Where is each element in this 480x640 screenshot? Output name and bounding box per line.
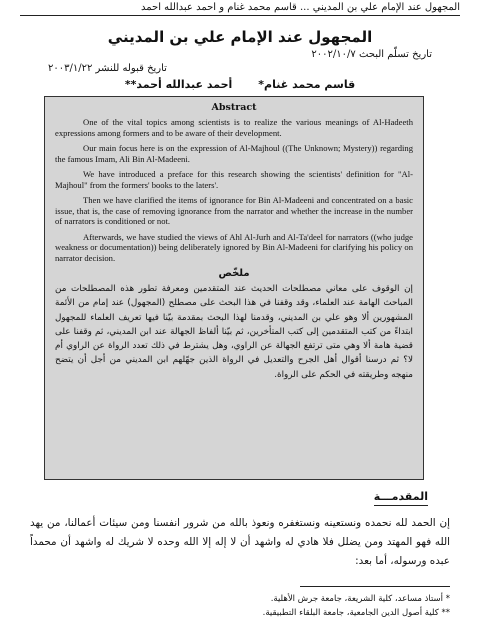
arabic-abstract-text: إن الوقوف على معاني مصطلحات الحديث عند المتقدمين ومعرفة تطور هذه المصطلحات من المباحث الهامة عند العلماء، وقد وقفنا في هذا البحث على مصطلح (المجهول) عند إمام من الأئمة المشهورين ألا وهو علي بن المديني، وقدمنا لهذا البحث بمقدمة بيّنا فيها تعريف العلماء للمجهول ابتداءً من كتب المتقدمين إلى كتب المتأخرين، ثم بيّنا ألفاظ الجهالة عند ابن المديني، ثم وقفنا على قضية هامة ألا وهي متى ترتفع الجهالة عن الراوي، وهل يشترط في ذلك تعدد الرواة عن الراوي أم لا؟ ثم درسنا أقوال أهل الجرح والتعديل في الرواة الذين جهّلهم ابن المديني من أجل أن يتضح منهجه وطريقته في الحكم على الرواة.: [55, 284, 413, 380]
dates-block: [48, 48, 432, 76]
author-1: قاسم محمد غنام*: [258, 78, 356, 91]
intro-heading: المقدمـــة: [373, 490, 428, 503]
footnotes: [30, 592, 450, 620]
abstract-paragraph: We have introduced a preface for this research showing the scientists' definition for "Al-Majhoul" from the formers' books to the laters'.: [55, 169, 413, 190]
running-head: المجهول عند الإمام علي بن المديني ... قاسم محمد غنام و أحمد عبدالله أحمد: [141, 2, 460, 13]
abstract-heading: Abstract: [211, 102, 257, 113]
authors: [60, 78, 420, 91]
footnote-2: ** كلية أصول الدين الجامعية، جامعة البلقاء التطبيقية.: [262, 608, 450, 618]
abstract-box: [44, 96, 424, 480]
footnote-rule: [300, 586, 450, 587]
accepted-date: تاريخ قبوله للنشر ٢٠٠٣/١/٢٢: [48, 63, 167, 74]
author-2: أحمد عبدالله أحمد**: [124, 78, 233, 91]
abstract-paragraph: Then we have clarified the items of ignorance for Bin Al-Madeeni and concentrated on a basic issue, that is, the case of removing ignorance from the narrator and whether the increase in the number of narrators is conditioned or not.: [55, 195, 413, 226]
arabic-abstract-heading: ملخّص: [218, 268, 250, 279]
intro-underline: [374, 505, 428, 506]
footnote-1: * أستاذ مساعد، كلية الشريعة، جامعة جرش الأهلية.: [270, 594, 450, 604]
abstract-paragraph: Afterwards, we have studied the views of Ahl Al-Jurh and Al-Ta'deel for narrators ((who judge weakness or documentation)) being deliberately ignored by Bin Al-Madeeni for clarifying his policy on narrator decision.: [55, 231, 413, 263]
paper-title: المجهول عند الإمام علي بن المديني: [107, 28, 373, 46]
received-date: تاريخ تسلّم البحث ٢٠٠٢/١٠/٧: [311, 49, 432, 60]
intro-paragraph: إن الحمد لله نحمده ونستعينه ونستغفره ونعوذ بالله من شرور انفسنا ومن سيئات أعمالنا، من يهد الله فهو المهتد ومن يضلل فلا هادي له واشهد أن لا إله إلا الله وحده لا شريك له واشهد أن محمداً عبده ورسوله، أما بعد:: [30, 517, 450, 567]
abstract-paragraph: Our main focus here is on the expression of Al-Majhoul ((The Unknown; Mystery)) regarding the famous Imam, Ali Bin Al-Madeeni.: [55, 143, 413, 164]
header-rule: [20, 15, 460, 16]
abstract-paragraph: One of the vital topics among scientists is to realize the various meanings of Al-Hadeeth expressions among formers and to be aware of their development.: [55, 117, 413, 138]
